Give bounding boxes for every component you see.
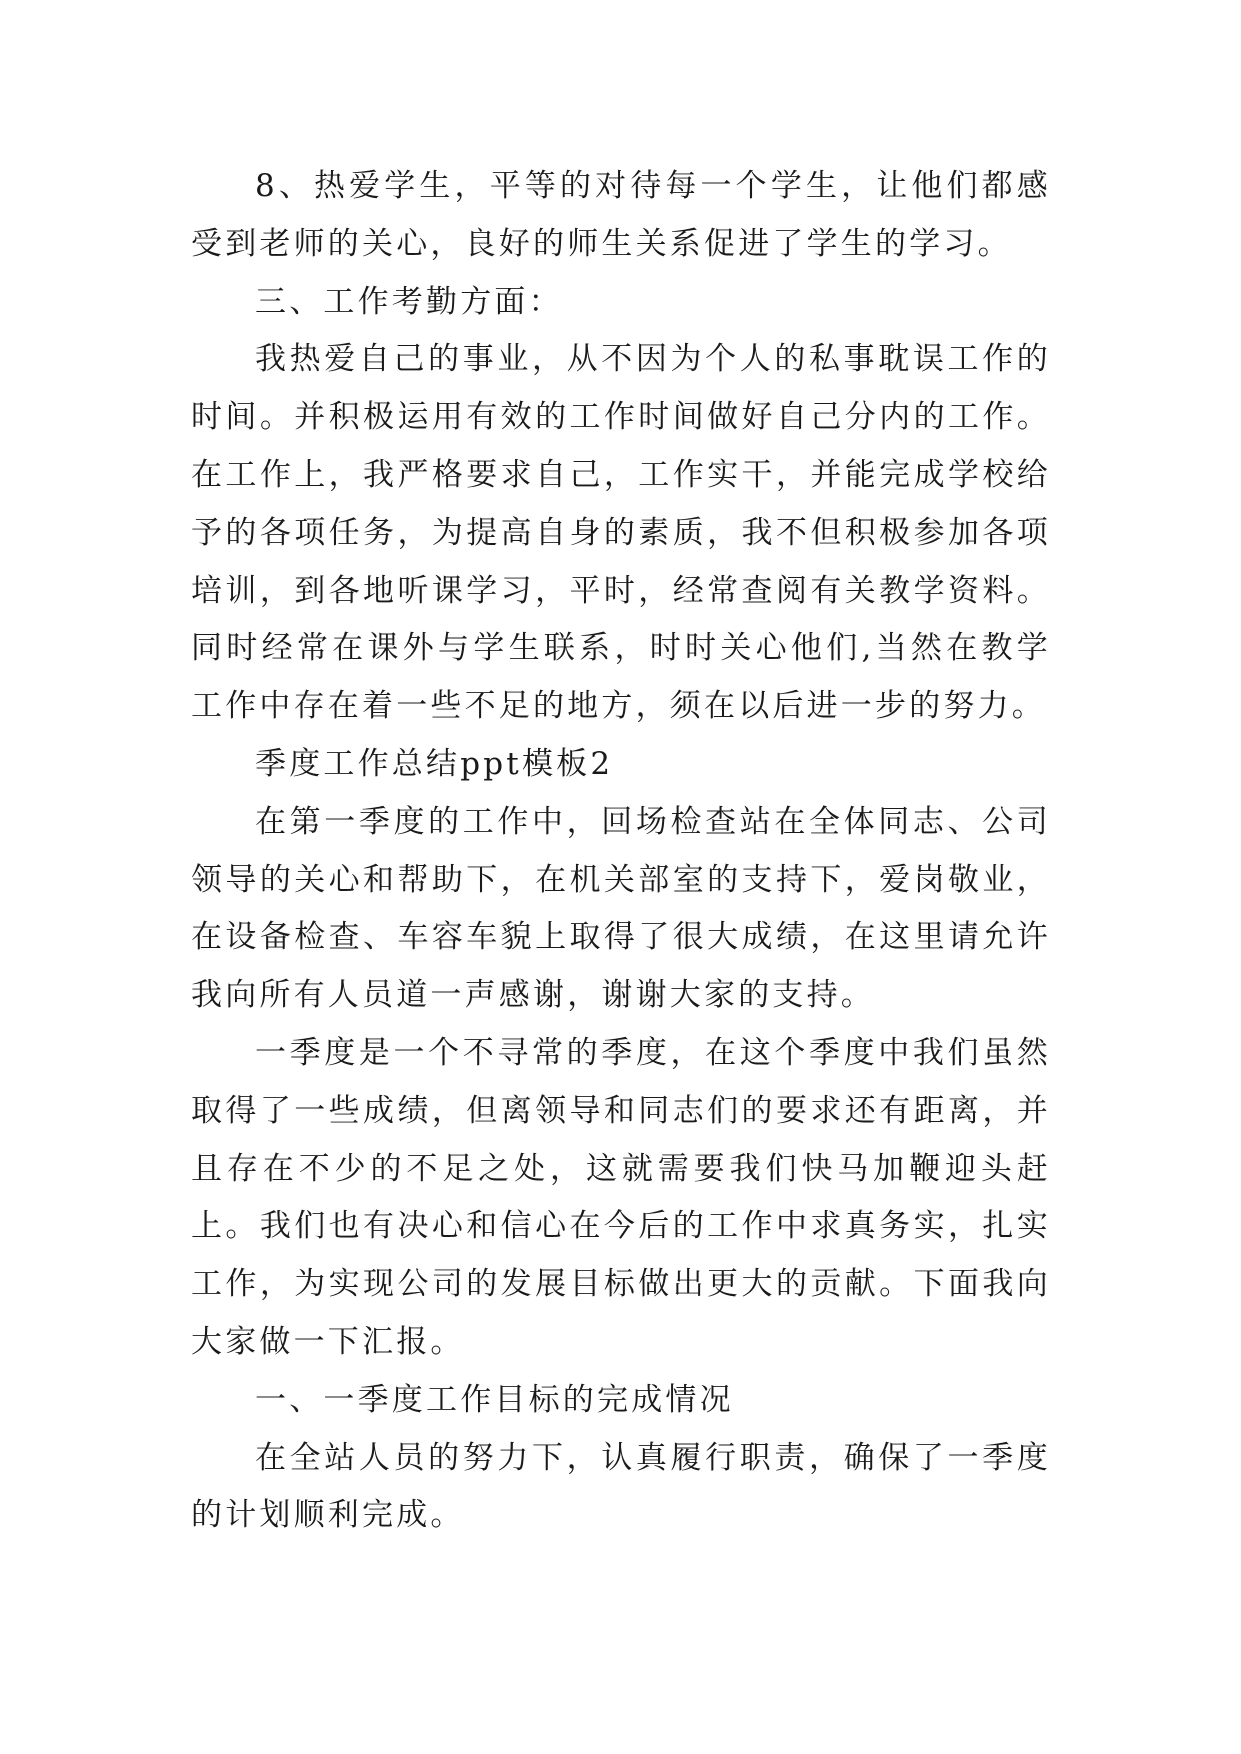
section-heading-attendance: 三、工作考勤方面： [255, 283, 563, 320]
section-heading-goal-completion: 一、一季度工作目标的完成情况 [255, 1381, 734, 1418]
paragraph-first-quarter-intro: 在第一季度的工作中，回场检查站在全体同志、公司领导的关心和帮助下，在机关部室的支持下，爱岗敬业，在设备检查、车容车貌上取得了很大成绩，在这里请允许我向所有人员道一声感谢，谢谢大家的支持。 [191, 803, 1051, 1014]
paragraph-plan-completed: 在全站人员的努力下，认真履行职责，确保了一季度的计划顺利完成。 [191, 1439, 1051, 1534]
paragraph-attendance: 我热爱自己的事业，从不因为个人的私事耽误工作的时间。并积极运用有效的工作时间做好自己分内的工作。在工作上，我严格要求自己，工作实干，并能完成学校给予的各项任务，为提高自身的素质，我不但积极参加各项培训，到各地听课学习，平时，经常查阅有关教学资料。同时经常在课外与学生联系，时时关心他们,当然在教学工作中存在着一些不足的地方，须在以后进一步的努力。 [191, 341, 1051, 725]
document-body [191, 158, 1051, 1545]
paragraph-item-8-love-students: 8、热爱学生，平等的对待每一个学生，让他们都感受到老师的关心，良好的师生关系促进了学生的学习。 [191, 168, 1051, 262]
paragraph-first-quarter-summary: 一季度是一个不寻常的季度，在这个季度中我们虽然取得了一些成绩，但离领导和同志们的要求还有距离，并且存在不少的不足之处，这就需要我们快马加鞭迎头赶上。我们也有决心和信心在今后的工作中求真务实，扎实工作，为实现公司的发展目标做出更大的贡献。下面我向大家做一下汇报。 [191, 1034, 1051, 1360]
section-title-template-2: 季度工作总结ppt模板2 [255, 745, 614, 782]
